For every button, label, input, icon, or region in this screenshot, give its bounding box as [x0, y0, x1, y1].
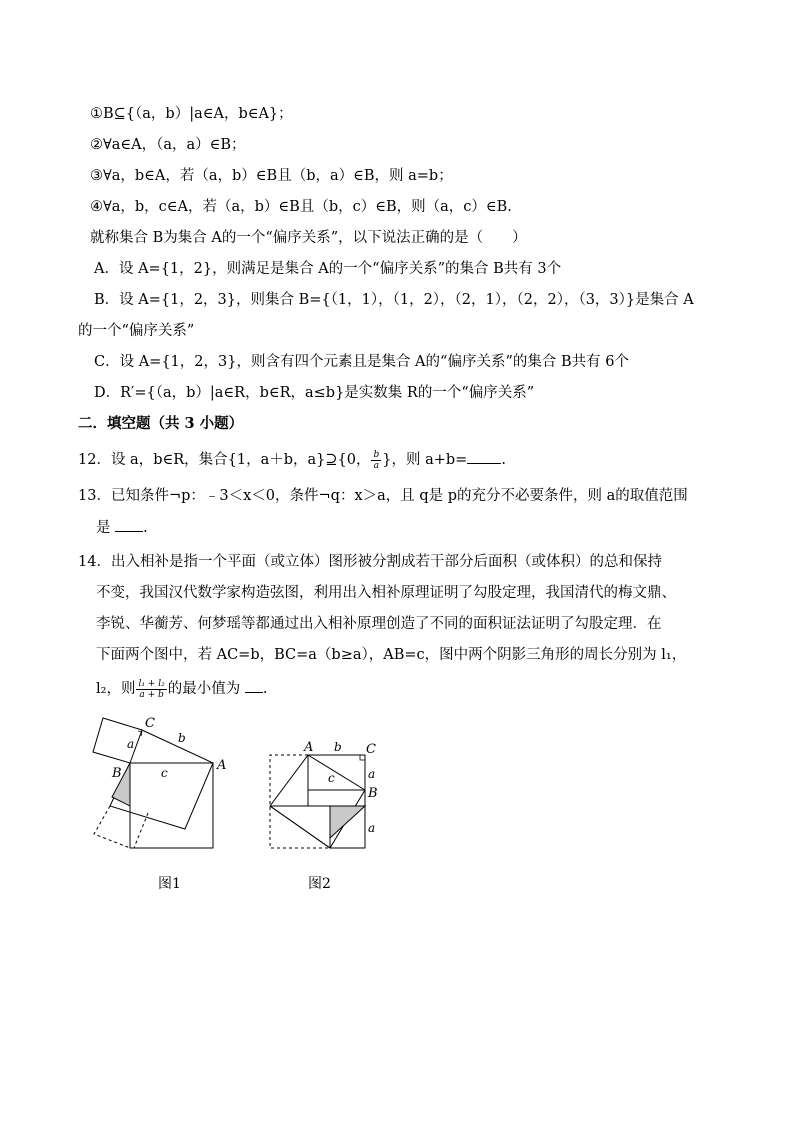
q12-text-post: }，则 a+b= — [382, 452, 468, 468]
q12-answer-blank[interactable] — [467, 449, 501, 464]
q12-fraction — [371, 450, 381, 471]
q14-line4: 下面两个图中，若 AC=b，BC=a（b≥a），AB=c，图中两个阴影三角形的周长分别为 l₁， — [96, 647, 687, 663]
condition-2: ②∀a∈A，（a，a）∈B； — [90, 137, 246, 153]
fig2-top-right-frame — [308, 755, 365, 848]
fig1-square-a — [93, 718, 142, 763]
q14-line2: 不变，我国汉代数学家构造弦图，利用出入相补原理证明了勾股定理，我国清代的梅文鼎、 — [96, 585, 676, 601]
figure-1 — [85, 710, 235, 855]
q13-line2 — [96, 517, 148, 538]
option-b-line2: 的一个“偏序关系” — [78, 323, 195, 339]
condition-3: ③∀a，b∈A，若（a，b）∈B且（b，a）∈B，则 a=b； — [90, 168, 453, 184]
section-heading: 二．填空题（共 3 小题） — [78, 415, 244, 432]
q12-frac-den: a — [373, 460, 380, 471]
question-stem: 就称集合 B为集合 A的一个“偏序关系”，以下说法正确的是（ ） — [90, 230, 527, 246]
figure-2-caption: 图2 — [308, 876, 331, 892]
q12-text-pre: 12．设 a，b∈R，集合{1，a＋b，a}⊇{0， — [78, 452, 371, 468]
figure-2 — [265, 735, 385, 850]
fig1-main-square — [130, 763, 213, 848]
fig2-shaded-triangle — [330, 806, 365, 838]
option-d: D．R′={（a，b）|a∈R，b∈R，a≤b}是实数集 R的一个“偏序关系” — [94, 385, 535, 401]
q14-frac-num: l₁ + l₂ — [138, 678, 165, 689]
q14-line1: 14．出入相补是指一个平面（或立体）图形被分割成若干部分后面积（或体积）的总和保持 — [78, 554, 662, 570]
option-c: C．设 A={1，2，3}，则含有四个元素且是集合 A的“偏序关系”的集合 B共有 6个 — [94, 354, 629, 370]
q13-line1: 13．已知条件¬p：﹣3＜x＜0，条件¬q：x＞a，且 q是 p的充分不必要条件，则 a的取值范围 — [78, 488, 688, 504]
q14-answer-blank[interactable] — [245, 678, 263, 693]
q14-text-post: 的最小值为 — [167, 681, 245, 697]
question-12 — [78, 449, 506, 471]
q12-frac-num: b — [373, 449, 380, 460]
fig2-diag-lower — [270, 806, 330, 848]
fig1-dashed-left — [94, 806, 130, 848]
fig2-label-a-point: A — [304, 740, 314, 755]
option-b-line1: B．设 A={1，2，3}，则集合 B={（1，1），（1，2），（2，1），（2，2），（3，3）}是集合 A — [94, 292, 694, 308]
fig1-label-a-side: a — [127, 737, 135, 751]
fig2-label-a-upper: a — [368, 767, 376, 781]
q14-line5 — [96, 678, 267, 700]
option-a: A．设 A={1，2}，则满足是集合 A的一个“偏序关系”的集合 B共有 3个 — [94, 261, 562, 277]
figure-1-caption: 图1 — [158, 876, 181, 892]
fig1-label-b-side: b — [178, 731, 186, 745]
fig2-dashed-frame — [270, 755, 330, 848]
fig1-label-a-point: A — [217, 758, 227, 773]
q13-text-pre: 是 — [96, 520, 116, 536]
fig1-label-c-point: C — [145, 716, 155, 731]
fig1-label-c-side: c — [161, 766, 168, 780]
fig2-label-b-side: b — [334, 740, 342, 754]
fig2-tilted-square — [270, 755, 365, 848]
q14-fraction — [136, 679, 166, 700]
q13-answer-blank[interactable] — [115, 517, 143, 532]
fig1-label-b-point: B — [112, 766, 122, 781]
fig2-label-c-point: C — [366, 742, 376, 757]
fig2-label-b-point: B — [368, 786, 378, 801]
condition-1: ①B⊆{（a，b）|a∈A，b∈A}； — [90, 106, 293, 122]
q14-text-end: . — [262, 681, 268, 697]
q14-line3: 李锐、华蘅芳、何梦瑶等都通过出入相补原理创造了不同的面积证法证明了勾股定理．在 — [96, 616, 662, 632]
q14-text-pre: l₂，则 — [96, 681, 136, 697]
q14-frac-den: a + b — [139, 689, 164, 700]
condition-4: ④∀a，b，c∈A，若（a，b）∈B且（b，c）∈B，则（a，c）∈B. — [90, 199, 512, 215]
q12-text-end: . — [501, 452, 506, 468]
fig2-label-a-lower: a — [368, 821, 376, 835]
fig2-right-angle-mark — [360, 755, 365, 760]
fig2-label-c-side: c — [328, 771, 335, 785]
q13-text-end: . — [143, 520, 148, 536]
fig1-dashed-bottom — [134, 813, 148, 848]
